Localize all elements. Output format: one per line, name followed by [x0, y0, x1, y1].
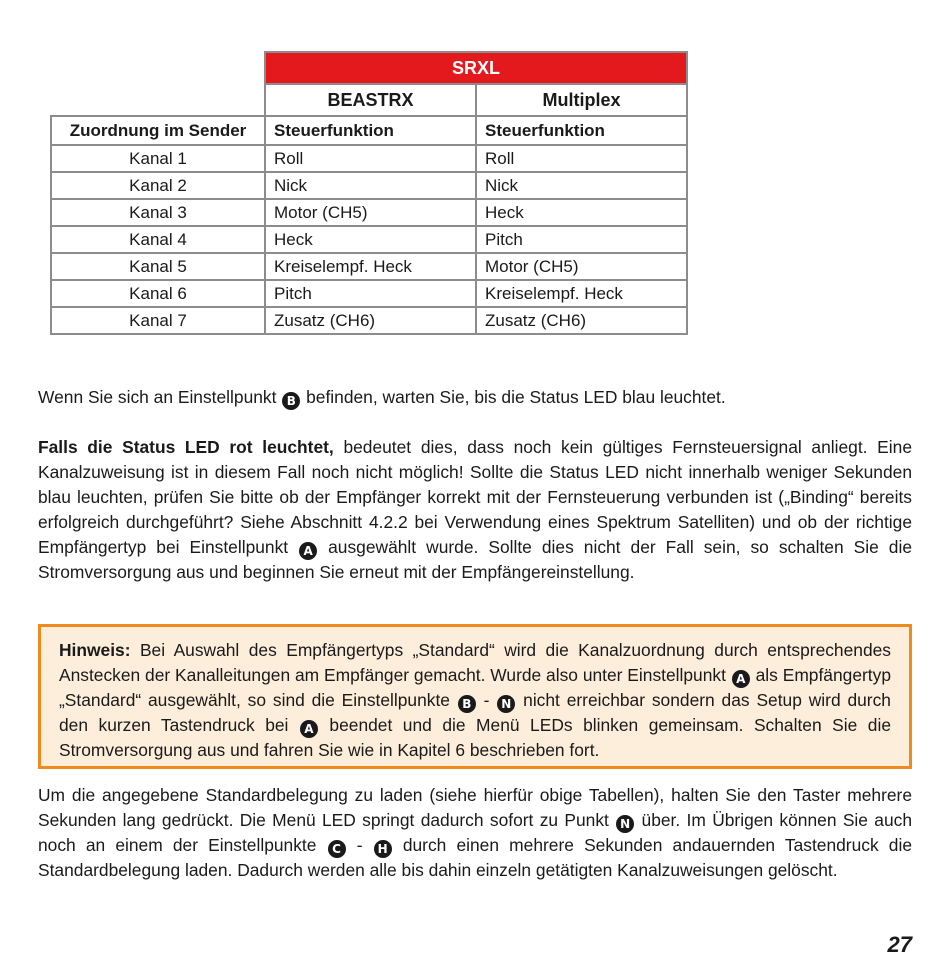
receiver-header-multiplex: Multiplex — [476, 84, 687, 116]
srxl-header: SRXL — [265, 52, 687, 84]
table-empty-corner — [51, 84, 265, 116]
column-header-assignment: Zuordnung im Sender — [51, 116, 265, 145]
multiplex-function-cell: Motor (CH5) — [476, 253, 687, 280]
multiplex-function-cell: Nick — [476, 172, 687, 199]
paragraph-text: befinden, warten Sie, bis die Status LED blau leuchtet. — [301, 387, 726, 407]
table-group-header-row — [51, 52, 687, 84]
step-n-icon: N — [616, 815, 634, 833]
channel-cell: Kanal 6 — [51, 280, 265, 307]
step-a-icon: A — [300, 720, 318, 738]
paragraph-text: Um die angegebene Standardbelegung zu laden (siehe hierfür obige Tabellen), halten Sie den Taster mehrere Sekunden lang gedrückt. Die Menü LED springt dadurch sofort zu Punkt — [38, 785, 912, 830]
step-n-icon: N — [497, 695, 515, 713]
hint-text — [59, 638, 891, 762]
channel-cell: Kanal 3 — [51, 199, 265, 226]
hint-text-part: - — [476, 689, 497, 710]
hint-box — [38, 624, 912, 769]
step-a-icon: A — [732, 670, 750, 688]
hint-text-part: beendet und die Menü LEDs blinken gemeinsam. Schalten Sie die Stromversorgung aus und fahren Sie wie in Kapitel 6 beschrieben fort. — [59, 714, 891, 760]
table-row — [51, 172, 687, 199]
beastrx-function-cell: Zusatz (CH6) — [265, 307, 476, 334]
paragraph-text: über. Im Übrigen können Sie auch noch an einem der Einstellpunkte — [38, 810, 912, 855]
channel-cell: Kanal 7 — [51, 307, 265, 334]
step-c-icon: C — [328, 840, 346, 858]
paragraph-text: durch einen mehrere Sekunden andauernden Tastendruck die Standardbelegung laden. Dadurch werden alle bis dahin einzeln getätigten Kanalzuweisungen gelöscht. — [38, 835, 912, 880]
hint-text-part: nicht erreichbar sondern das Setup wird durch den kurzen Tastendruck bei — [59, 689, 891, 735]
paragraph-status-red — [38, 435, 912, 585]
table-receiver-row — [51, 84, 687, 116]
hint-text-part: als Empfängertyp „Standard“ ausgewählt, so sind die Einstellpunkte — [59, 664, 891, 710]
paragraph-standard-assignment — [38, 783, 912, 883]
multiplex-function-cell: Zusatz (CH6) — [476, 307, 687, 334]
hint-label: Hinweis: — [59, 640, 131, 660]
beastrx-function-cell: Pitch — [265, 280, 476, 307]
channel-cell: Kanal 5 — [51, 253, 265, 280]
column-header-function: Steuerfunktion — [265, 116, 476, 145]
step-b-icon: B — [282, 392, 300, 410]
step-h-icon: H — [374, 840, 392, 858]
table-column-header-row — [51, 116, 687, 145]
table-row — [51, 280, 687, 307]
paragraph-text: - — [346, 835, 373, 855]
multiplex-function-cell: Heck — [476, 199, 687, 226]
table-row — [51, 145, 687, 172]
paragraph-bold-lead: Falls die Status LED rot leuchtet, — [38, 437, 334, 457]
beastrx-function-cell: Heck — [265, 226, 476, 253]
hint-text-part: Bei Auswahl des Empfängertyps „Standard“ wird die Kanalzuordnung durch entsprechendes Anstecken der Kanalleitungen am Empfänger gemacht. Wurde also unter Einstellpunkt — [59, 640, 891, 685]
table-row — [51, 199, 687, 226]
page-number: 27 — [887, 932, 912, 957]
beastrx-function-cell: Nick — [265, 172, 476, 199]
table-row — [51, 226, 687, 253]
channel-cell: Kanal 2 — [51, 172, 265, 199]
multiplex-function-cell: Roll — [476, 145, 687, 172]
column-header-function: Steuerfunktion — [476, 116, 687, 145]
channel-cell: Kanal 1 — [51, 145, 265, 172]
channel-assignment-table — [50, 51, 688, 335]
paragraph-text: bedeutet dies, dass noch kein gültiges Fernsteuersignal anliegt. Eine Kanalzuweisung ist in diesem Fall noch nicht möglich! Sollte die Status LED nicht innerhalb weniger Sekunden blau leuchten, prüfen Sie bitte ob der Empfänger korrekt mit der Fernsteuerung verbunden ist („Binding“ bereits erfolgreich durchgeführt? Siehe Abschnitt 4.2.2 bei Verwendung eines Spektrum Satelliten) und ob der richtige Empfängertyp bei Einstellpunkt — [38, 437, 912, 557]
paragraph-text: ausgewählt wurde. Sollte dies nicht der Fall sein, so schalten Sie die Stromversorgung aus und beginnen Sie erneut mit der Empfängereinstellung. — [38, 537, 912, 582]
channel-cell: Kanal 4 — [51, 226, 265, 253]
multiplex-function-cell: Pitch — [476, 226, 687, 253]
receiver-header-beastrx: BEASTRX — [265, 84, 476, 116]
table-empty-corner — [51, 52, 265, 84]
step-a-icon: A — [299, 542, 317, 560]
table-row — [51, 307, 687, 334]
step-b-icon: B — [458, 695, 476, 713]
multiplex-function-cell: Kreiselempf. Heck — [476, 280, 687, 307]
paragraph-status-blue — [38, 385, 912, 410]
beastrx-function-cell: Roll — [265, 145, 476, 172]
beastrx-function-cell: Kreiselempf. Heck — [265, 253, 476, 280]
beastrx-function-cell: Motor (CH5) — [265, 199, 476, 226]
paragraph-text: Wenn Sie sich an Einstellpunkt — [38, 387, 282, 407]
table-row — [51, 253, 687, 280]
